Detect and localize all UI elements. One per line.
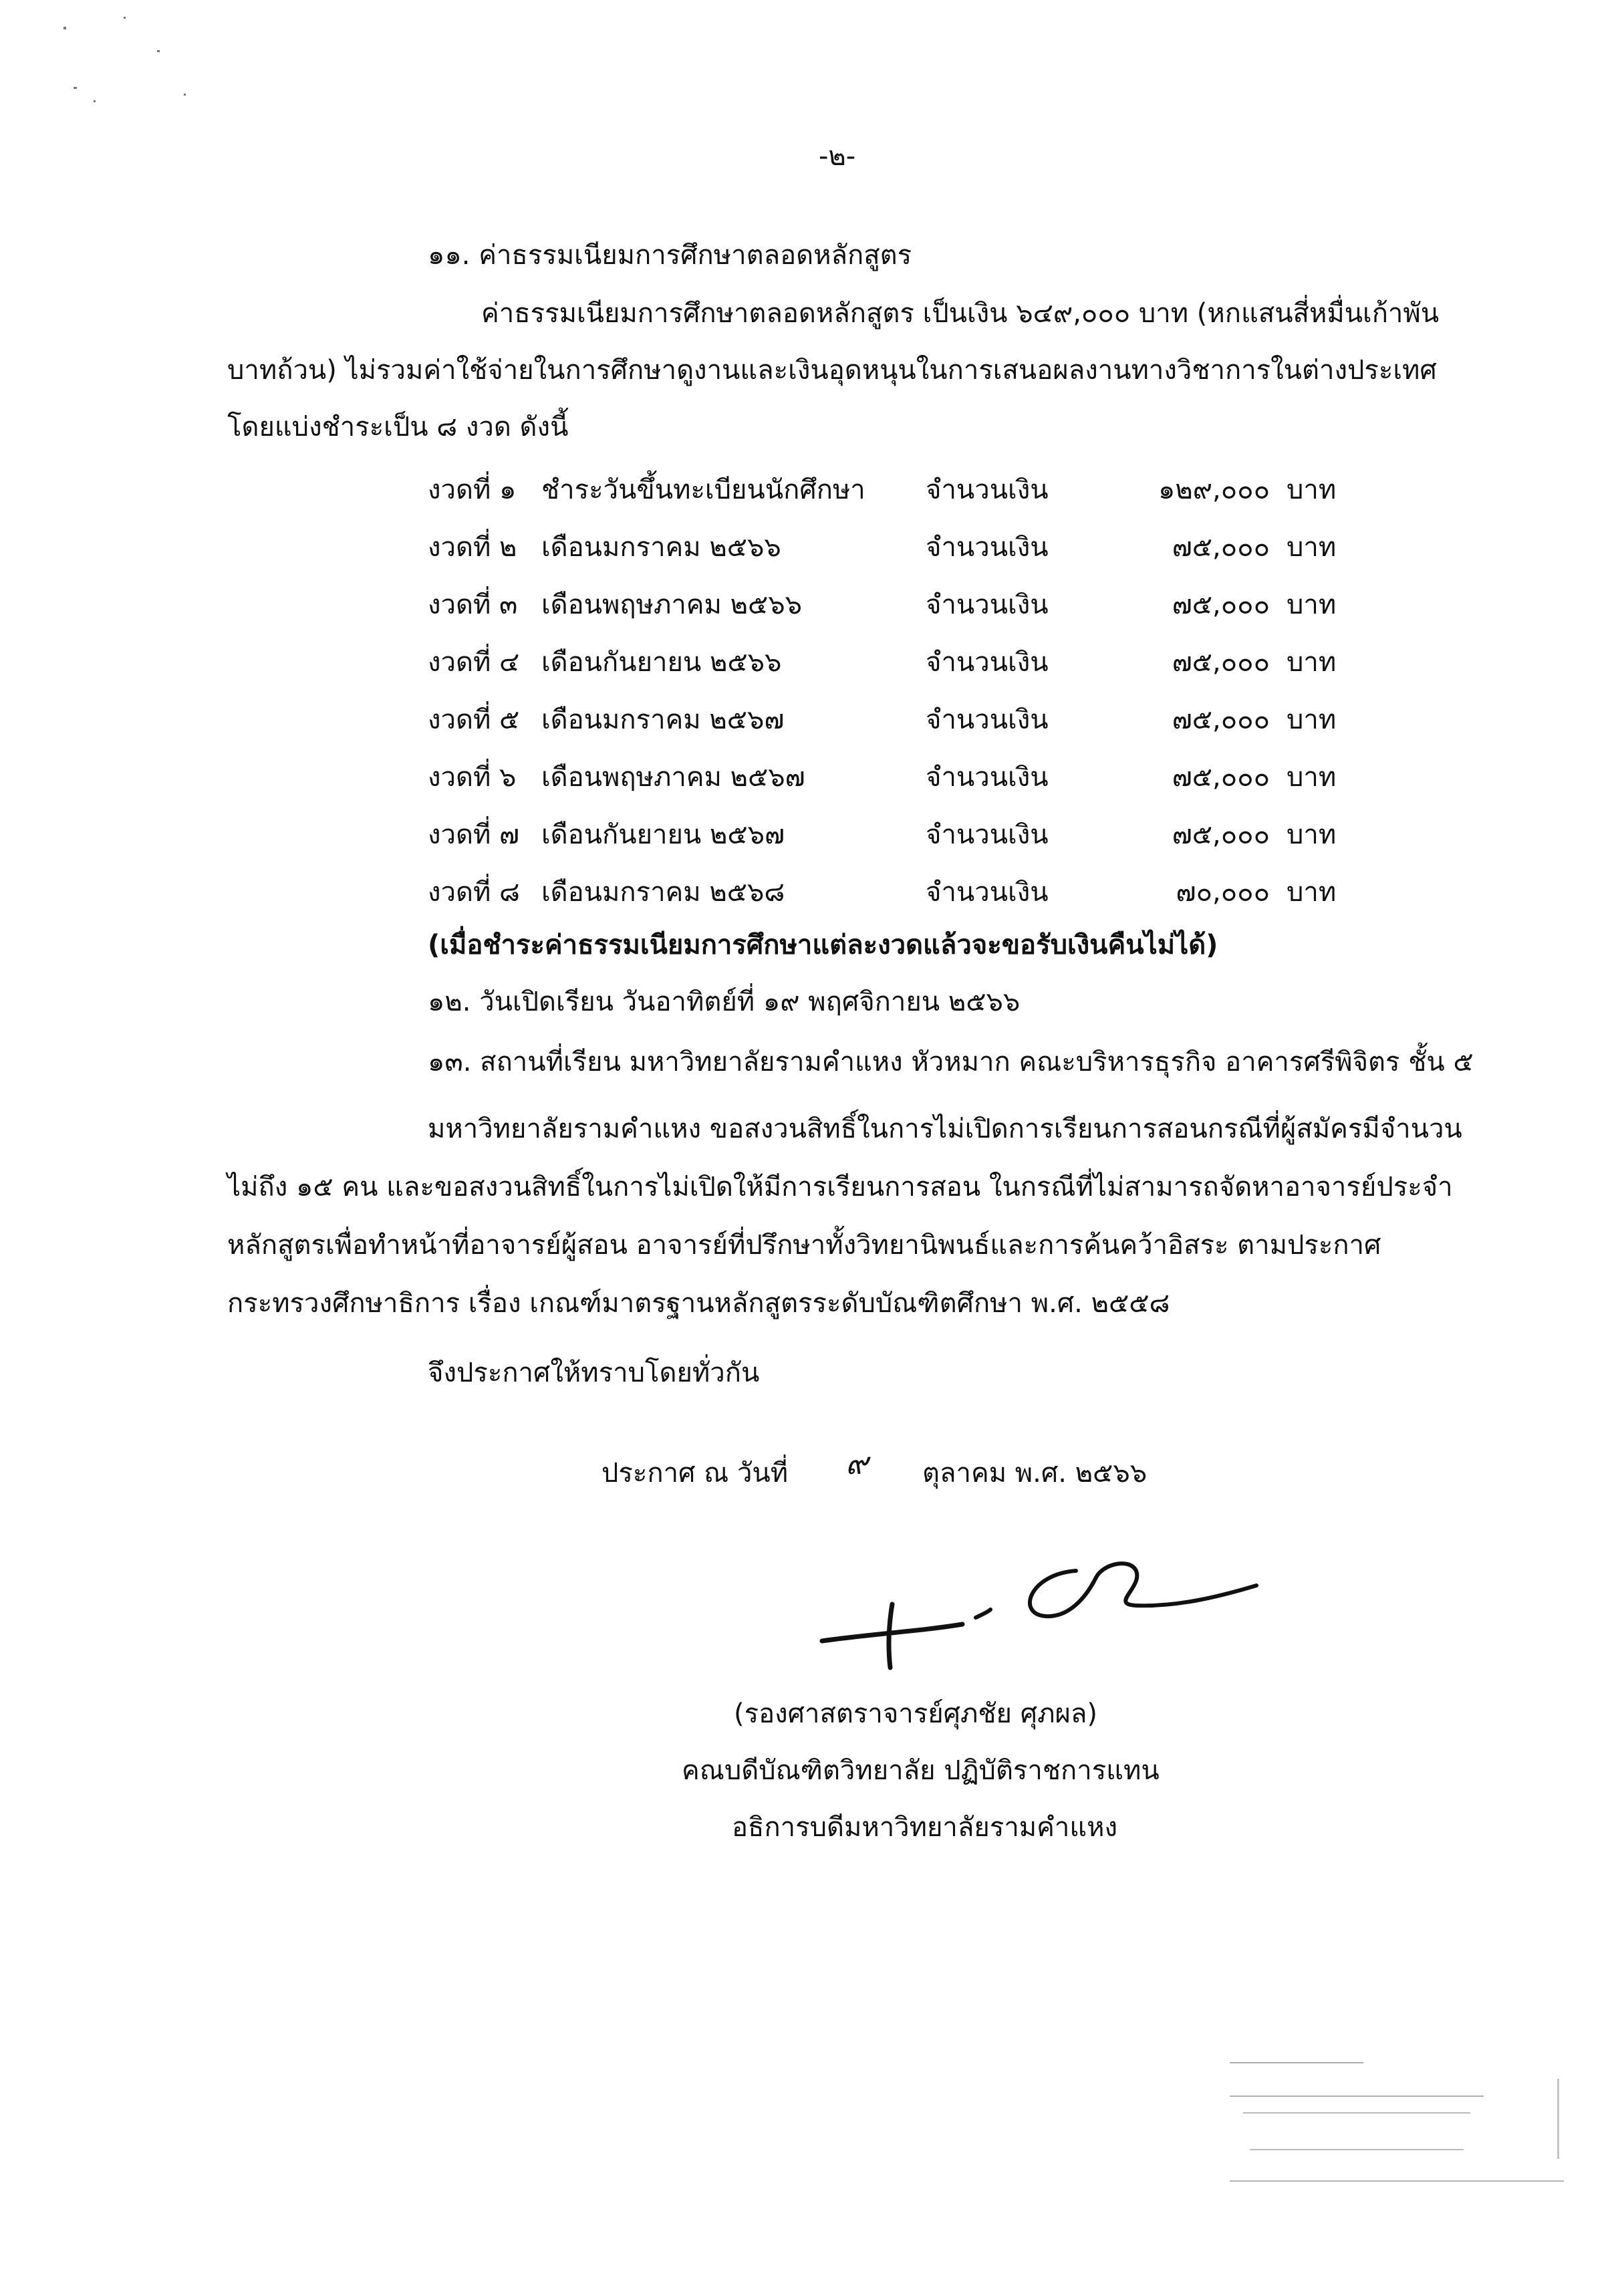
reserve-paragraph-line-3: หลักสูตรเพื่อทำหน้าที่อาจารย์ผู้สอน อาจารย์ที่ปรึกษาทั้งวิทยานิพนธ์และการค้นคว้าอิสระ ตามประกาศ: [227, 1230, 1381, 1261]
scan-smear: [1230, 2180, 1564, 2182]
installment-label: งวดที่ ๓: [428, 590, 518, 620]
installment-amount: ๗๕,๐๐๐: [1172, 819, 1270, 850]
section-12: ๑๒. วันเปิดเรียน วันอาทิตย์ที่ ๑๙ พฤศจิกายน ๒๕๖๖: [428, 987, 1021, 1017]
scan-speck: [63, 27, 66, 29]
installment-row: [428, 870, 1363, 910]
installment-amount: ๑๒๙,๐๐๐: [1158, 475, 1270, 505]
installment-description: เดือนพฤษภาคม ๒๕๖๗: [541, 762, 805, 793]
installment-unit: บาท: [1287, 762, 1337, 793]
signatory-name: (รองศาสตราจารย์ศุภชัย ศุภผล): [734, 1698, 1098, 1729]
scan-smear: [1250, 2149, 1464, 2150]
installment-label: งวดที่ ๑: [428, 475, 517, 505]
installment-amount-label: จำนวนเงิน: [926, 647, 1049, 678]
installment-amount: ๗๕,๐๐๐: [1172, 590, 1270, 620]
scan-speck: [157, 50, 160, 52]
installment-amount: ๗๕,๐๐๐: [1172, 762, 1270, 793]
scan-speck: [184, 94, 186, 96]
installment-unit: บาท: [1287, 647, 1337, 678]
installment-amount-label: จำนวนเงิน: [926, 705, 1049, 735]
installment-row: [428, 698, 1363, 738]
installment-amount-label: จำนวนเงิน: [926, 475, 1049, 505]
installment-row: [428, 640, 1363, 680]
section-13: ๑๓. สถานที่เรียน มหาวิทยาลัยรามคำแหง หัวหมาก คณะบริหารธุรกิจ อาคารศรีพิจิตร ชั้น ๕: [428, 1047, 1474, 1077]
installment-unit: บาท: [1287, 877, 1337, 908]
installment-unit: บาท: [1287, 475, 1337, 505]
scan-smear: [1557, 2079, 1559, 2159]
installment-row: [428, 583, 1363, 623]
installment-description: เดือนมกราคม ๒๕๖๘: [541, 877, 785, 908]
installment-amount: ๗๕,๐๐๐: [1172, 705, 1270, 735]
section-11-paragraph-line-1: ค่าธรรมเนียมการศึกษาตลอดหลักสูตร เป็นเงิน ๖๔๙,๐๐๐ บาท (หกแสนสี่หมื่นเก้าพัน: [481, 298, 1440, 329]
scan-smear: [1243, 2112, 1470, 2114]
installment-amount: ๗๐,๐๐๐: [1176, 877, 1270, 908]
installment-amount-label: จำนวนเงิน: [926, 762, 1049, 793]
page-number: -๒-: [819, 141, 856, 172]
reserve-paragraph-line-4: กระทรวงศึกษาธิการ เรื่อง เกณฑ์มาตรฐานหลักสูตรระดับบัณฑิตศึกษา พ.ศ. ๒๕๕๘: [227, 1288, 1170, 1319]
announcement-date-day: ๙: [845, 1445, 868, 1481]
installment-label: งวดที่ ๗: [428, 819, 520, 850]
installment-amount-label: จำนวนเงิน: [926, 590, 1049, 620]
installment-description: เดือนมกราคม ๒๕๖๗: [541, 705, 785, 735]
installment-amount: ๗๕,๐๐๐: [1172, 647, 1270, 678]
installment-description: ชำระวันขึ้นทะเบียนนักศึกษา: [541, 475, 865, 505]
installment-row: [428, 525, 1363, 565]
installment-label: งวดที่ ๒: [428, 532, 517, 563]
installment-row: [428, 468, 1363, 508]
installment-amount-label: จำนวนเงิน: [926, 819, 1049, 850]
scan-smear: [1230, 2095, 1484, 2097]
scan-speck: [124, 17, 126, 19]
installment-description: เดือนมกราคม ๒๕๖๖: [541, 532, 781, 563]
closing-statement: จึงประกาศให้ทราบโดยทั่วกัน: [428, 1358, 760, 1388]
reserve-paragraph-line-1: มหาวิทยาลัยรามคำแหง ขอสงวนสิทธิ์ในการไม่เปิดการเรียนการสอนกรณีที่ผู้สมัครมีจำนวน: [428, 1114, 1462, 1144]
announcement-date-month-year: ตุลาคม พ.ศ. ๒๕๖๖: [922, 1458, 1148, 1489]
installment-unit: บาท: [1287, 705, 1337, 735]
installment-unit: บาท: [1287, 590, 1337, 620]
installment-unit: บาท: [1287, 532, 1337, 563]
signatory-title-line-1: คณบดีบัณฑิตวิทยาลัย ปฏิบัติราชการแทน: [682, 1755, 1160, 1786]
installment-amount-label: จำนวนเงิน: [926, 877, 1049, 908]
installment-description: เดือนพฤษภาคม ๒๕๖๖: [541, 590, 803, 620]
signatory-title-line-2: อธิการบดีมหาวิทยาลัยรามคำแหง: [732, 1812, 1118, 1843]
section-11-heading: ๑๑. ค่าธรรมเนียมการศึกษาตลอดหลักสูตร: [428, 240, 912, 271]
scan-speck: [94, 100, 96, 102]
scan-speck: [74, 87, 77, 89]
installment-label: งวดที่ ๘: [428, 877, 520, 908]
installment-label: งวดที่ ๔: [428, 647, 520, 678]
refund-note: (เมื่อชำระค่าธรรมเนียมการศึกษาแต่ละงวดแล้วจะขอรับเงินคืนไม่ได้): [428, 930, 1218, 961]
scan-smear: [1230, 2062, 1363, 2063]
installment-unit: บาท: [1287, 819, 1337, 850]
installment-row: [428, 755, 1363, 795]
installment-label: งวดที่ ๖: [428, 762, 517, 793]
installment-row: [428, 813, 1363, 853]
signature: [815, 1551, 1283, 1678]
section-11-paragraph-line-2: บาทถ้วน) ไม่รวมค่าใช้จ่ายในการศึกษาดูงานและเงินอุดหนุนในการเสนอผลงานทางวิชาการในต่างประเทศ: [227, 355, 1437, 386]
installment-description: เดือนกันยายน ๒๕๖๖: [541, 647, 782, 678]
installment-description: เดือนกันยายน ๒๕๖๗: [541, 819, 785, 850]
announcement-date-prefix: ประกาศ ณ วันที่: [601, 1458, 789, 1489]
installment-amount: ๗๕,๐๐๐: [1172, 532, 1270, 563]
installment-amount-label: จำนวนเงิน: [926, 532, 1049, 563]
section-11-paragraph-line-3: โดยแบ่งชำระเป็น ๘ งวด ดังนี้: [227, 412, 569, 442]
installment-label: งวดที่ ๕: [428, 705, 520, 735]
reserve-paragraph-line-2: ไม่ถึง ๑๕ คน และขอสงวนสิทธิ์ในการไม่เปิดให้มีการเรียนการสอน ในกรณีที่ไม่สามารถจัดหาอาจารย์ประจำ: [227, 1172, 1453, 1202]
